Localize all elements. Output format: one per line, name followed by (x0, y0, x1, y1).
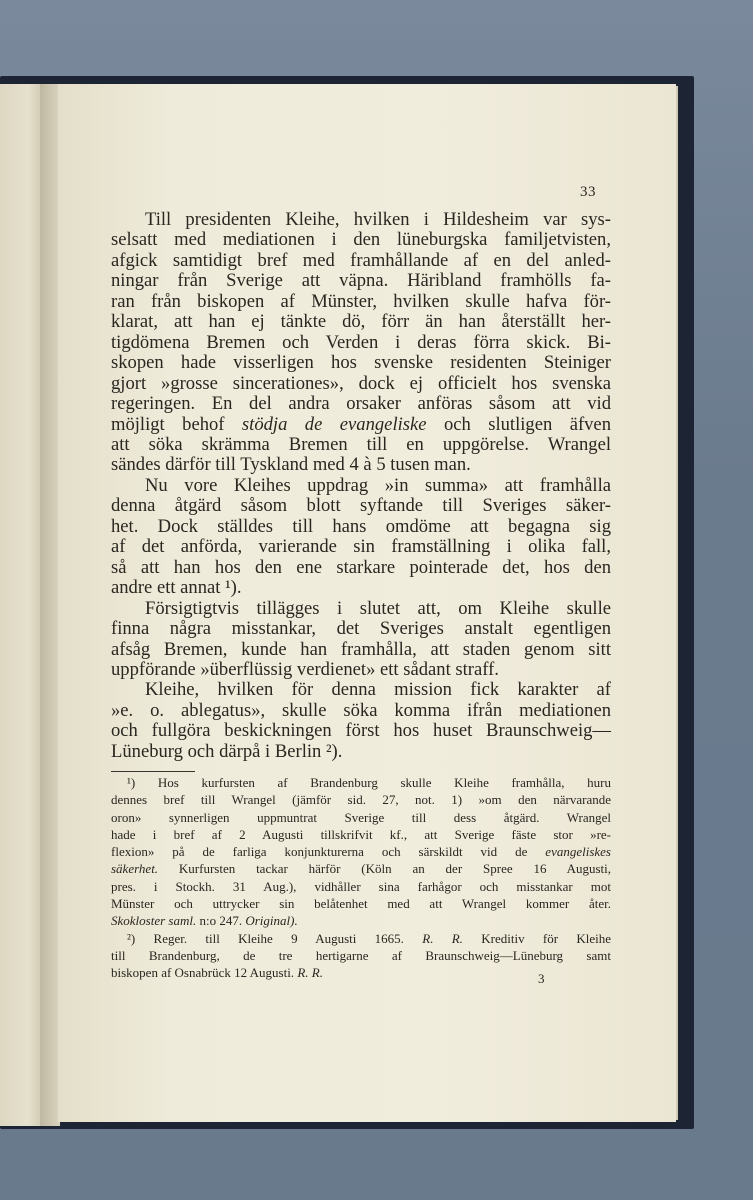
footnotes (111, 774, 611, 982)
footnote-line: hade i bref af 2 Augusti tillskrifvit kf., att Sverige fäste stor »re- (111, 826, 611, 842)
footnote-line-part: flexion» på de farliga konjunkturerna och särskildt vid de (111, 844, 546, 860)
text-line: andre ett annat ¹). (111, 577, 242, 599)
footnote-line-italic: R. R. (422, 930, 463, 946)
footnote-line (111, 930, 611, 947)
text-line: sändes därför till Tyskland med 4 à 5 tusen man. (111, 454, 471, 476)
footnote-line (111, 912, 611, 929)
left-page-edge (0, 84, 40, 1126)
book-gutter (40, 84, 60, 1126)
footnote-line (111, 843, 611, 860)
text-line: skopen hade visserligen hos svenske residenten Steiniger (111, 352, 611, 374)
footnote-line: till Brandenburg, de tre hertigarne af Braunschweig—Lüneburg samt (111, 947, 611, 963)
page-number: 33 (580, 184, 596, 200)
text-line: Nu vore Kleihes uppdrag »in summa» att framhålla (145, 474, 611, 496)
footnote-line: dennes bref till Wrangel (jämför sid. 27, not. 1) »om den närvarande (111, 792, 611, 808)
text-line: selsatt med mediationen i den lüneburgska familjetvisten, (111, 229, 611, 251)
main-text (111, 210, 611, 762)
footnote-line-italic: R. R. (297, 965, 323, 981)
signature-mark: 3 (538, 971, 545, 986)
footnote-line: oron» synnerligen uppmuntrat Sverige till dess åtgärd. Wrangel (111, 809, 611, 825)
text-line-part: möjligt behof (111, 413, 242, 435)
book-page (58, 84, 676, 1122)
text-line: tigdömena Bremen och Verden i deras förra skick. Bi- (111, 331, 611, 353)
text-line-italic: stödja de evangeliske (241, 413, 427, 435)
footnote-line-italic: Original). (245, 913, 298, 929)
text-line: och fullgöra beskickningen först hos huset Braunschweig— (111, 720, 611, 742)
text-line: Till presidenten Kleihe, hvilken i Hildesheim var sys- (145, 209, 611, 230)
text-line: het. Dock ställdes till hans omdöme att begagna sig (111, 515, 611, 537)
text-line: uppförande »überflüssig verdienet» ett sådant straff. (111, 658, 499, 680)
footnote-line-part: biskopen af Osnabrück 12 Augusti. (111, 965, 298, 981)
text-line: Kleihe, hvilken för denna mission fick karakter af (145, 679, 611, 701)
footnote-line-part: Kurfursten tackar härför (Köln an der Spree 16 Augusti, (158, 861, 611, 877)
text-line (111, 415, 611, 435)
text-line: »e. o. ablegatus», skulle söka komma ifrån mediationen (111, 699, 611, 721)
footnote-line (111, 964, 611, 981)
text-line: Försigtigtvis tillägges i slutet att, om Kleihe skulle (145, 597, 611, 619)
text-line: ran från biskopen af Münster, hvilken skulle hafva för- (111, 290, 611, 312)
text-line: regeringen. En del andra orsaker anföras såsom att vid (111, 393, 611, 415)
text-line: Lüneburg och därpå i Berlin ²). (111, 740, 343, 762)
footnote-line-part: ²) Reger. till Kleihe 9 Augusti 1665. (127, 930, 423, 946)
footnote-line-italic: säkerhet. (111, 861, 159, 877)
text-line: af det anförda, varierande sin framställning i olika fall, (111, 536, 611, 558)
text-line: ningar från Sverige att väpna. Häribland framhölls fa- (111, 270, 611, 292)
text-line: denna åtgärd såsom blott syftande till Sveriges säker- (111, 495, 611, 517)
footnote-line-part: n:o 247. (196, 913, 246, 929)
text-line: klarat, att han ej tänkte dö, förr än han återställt her- (111, 311, 611, 333)
footnote-line-part: Kreditiv för Kleihe (462, 930, 611, 946)
text-line-part: och slutligen äfven (426, 413, 611, 435)
footnote-line-italic: Skokloster saml. (111, 913, 197, 929)
footnote-line (111, 860, 611, 877)
text-line: afgick samtidigt bref med framhållande af en del anled- (111, 249, 611, 271)
text-line: gjort »grosse sincerationes», dock ej officielt hos svenska (111, 372, 611, 394)
footnote-separator (111, 771, 195, 772)
text-line: afsåg Bremen, kunde han framhålla, att staden genom sitt (111, 638, 611, 660)
footnote-line: pres. i Stockh. 31 Aug.), vidhåller sina farhågor och misstankar mot (111, 878, 611, 894)
footnote-line: Münster och uttrycker sin belåtenhet med att Wrangel kommer åter. (111, 896, 611, 912)
footnote-line-italic: evangeliskes (545, 844, 611, 860)
text-line: att söka skrämma Bremen till en uppgörelse. Wrangel (111, 433, 611, 455)
text-line: så att han hos den ene starkare pointerade det, hos den (111, 556, 611, 578)
footnote-line: ¹) Hos kurfursten af Brandenburg skulle Kleihe framhålla, huru (127, 775, 611, 790)
text-line: finna några misstankar, det Sveriges anstalt egentligen (111, 618, 611, 640)
